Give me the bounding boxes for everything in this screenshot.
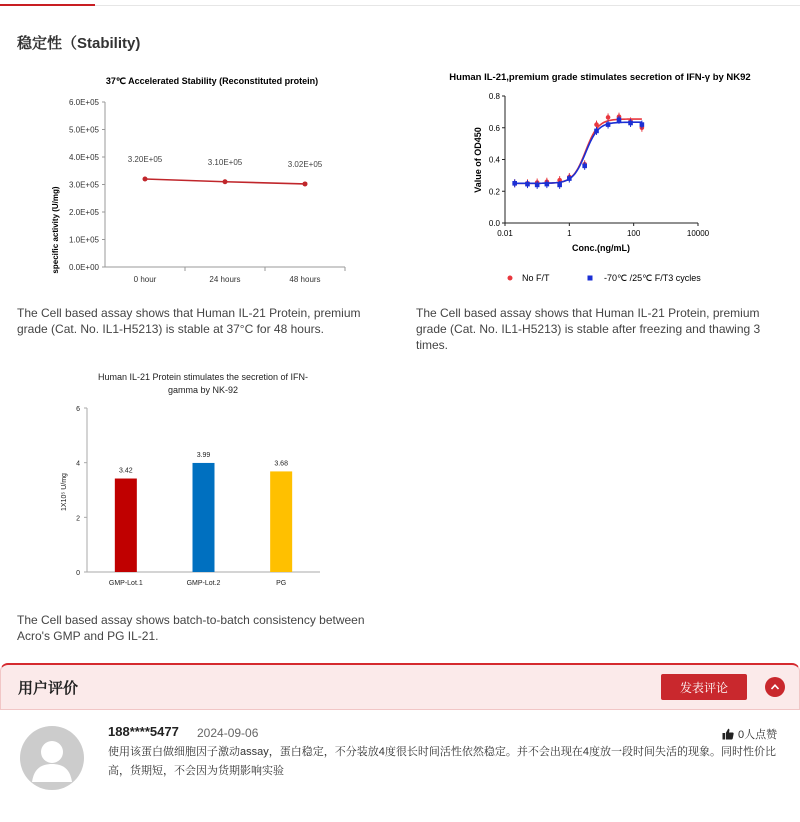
bar [270,471,292,572]
y-tick-label: 4.0E+05 [68,153,99,162]
data-point [628,121,633,126]
data-point [545,182,550,187]
data-label: 3.99 [196,451,211,459]
y-tick-label: 0 [76,570,80,577]
data-point [535,183,540,188]
data-point [594,129,599,134]
y-tick-label: 0.2 [488,187,500,197]
data-label: 3.68 [274,460,288,468]
freeze-thaw-chart [420,60,790,295]
active-tab-underline [0,4,95,6]
data-point [617,118,622,123]
y-tick-label: 6 [76,406,80,413]
fit-curve [515,119,642,183]
y-axis-label: specific activity (U/mg) [51,186,60,274]
section-title: 稳定性（Stability) [17,35,141,52]
y-tick-label: 0.6 [488,123,500,133]
chevron-up-icon [770,682,780,692]
data-label: 3.10E+05 [207,157,243,167]
x-tick-label: 48 hours [289,275,321,284]
y-tick-label: 0.4 [488,155,500,165]
y-tick-label: 2 [76,515,80,523]
accelerated-stability-chart [40,60,380,295]
data-point [143,177,148,182]
y-tick-label: 2.0E+05 [68,208,99,217]
data-point [567,176,572,181]
review-text: 使用该蛋白做细胞因子激动assay，蛋白稳定，不分装放4度很长时间活性依然稳定。并不会出现在4度放一段时间失活的现象。同时性价比高，货期短，不会因为货期影响实验 [108,746,776,777]
fit-curve [515,122,642,183]
legend-marker-ft-cycles [588,276,593,281]
y-tick-label: 3.0E+05 [68,180,99,190]
x-tick-label: 0.01 [497,229,513,238]
data-point [640,122,645,127]
data-point [582,164,587,169]
data-point [606,122,611,127]
y-axis-label: 1X10⁵ U/mg [61,473,68,511]
x-tick-label: 100 [626,229,641,238]
avatar [20,726,84,790]
caption-freeze-thaw: The Cell based assay shows that Human IL-21 Protein, premium grade (Cat. No. IL1-H5213) is stable after freezing and thawing 3 times. [416,306,761,352]
data-point [594,122,599,127]
caption-accelerated: The Cell based assay shows that Human IL-21 Protein, premium grade (Cat. No. IL1-H5213) is stable at 37°C for 48 hours. [17,306,361,336]
data-point [223,179,228,184]
bar [115,479,137,572]
legend-marker-no-ft [508,276,513,281]
data-point [512,181,517,186]
chart-title-line-2: gamma by NK-92 [167,385,239,395]
legend-label-ft-cycles: -70℃ /25℃ F/T3 cycles [604,273,701,283]
data-point [525,182,530,187]
y-axis-label: Value of OD450 [473,127,483,193]
y-tick-label: 0.0 [488,219,500,228]
data-point [303,181,308,186]
x-tick-label: PG [276,580,287,587]
caption-batch: The Cell based assay shows batch-to-batch consistency between Acro's GMP and PG IL-21. [17,613,365,643]
data-label: 3.02E+05 [287,159,323,169]
legend-label-no-ft: No F/T [522,273,550,283]
collapse-button[interactable] [765,677,785,697]
y-tick-label: 6.0E+05 [68,98,99,107]
reviews-header [0,663,800,710]
chart-title: 37℃ Accelerated Stability (Reconstituted protein) [105,76,319,86]
data-point [557,183,562,188]
batch-consistency-chart [40,362,340,602]
like-count: 0人点赞 [738,729,778,741]
x-tick-label: 1 [567,229,572,238]
bar [193,463,215,572]
review-username: 188****5477 [108,724,179,739]
like-button[interactable] [722,726,777,742]
x-tick-label: GMP-Lot.1 [108,580,143,587]
review-date: 2024-09-06 [197,726,259,740]
top-divider [0,0,800,6]
x-axis-label: Conc.(ng/mL) [572,243,630,253]
y-tick-label: 4 [76,460,80,468]
user-icon [20,726,84,790]
y-tick-label: 1.0E+05 [68,235,99,245]
x-tick-label: 0 hour [133,275,157,284]
chart-title: Human IL-21,premium grade stimulates secretion of IFN-γ by NK92 [449,72,751,83]
data-point [606,115,611,120]
x-tick-label: 24 hours [209,275,241,284]
post-review-button[interactable]: 发表评论 [661,674,747,700]
x-tick-label: 10000 [686,229,710,238]
x-tick-label: GMP-Lot.2 [186,580,221,587]
thumbs-up-icon [722,728,734,740]
reviews-title: 用户评价 [18,680,79,697]
chart-title-line-1: Human IL-21 Protein stimulates the secretion of IFN- [97,372,309,382]
y-tick-label: 0.0E+00 [68,263,99,272]
data-label: 3.42 [119,467,133,475]
y-tick-label: 5.0E+05 [68,125,99,135]
y-tick-label: 0.8 [488,92,500,101]
data-label: 3.20E+05 [127,155,163,164]
